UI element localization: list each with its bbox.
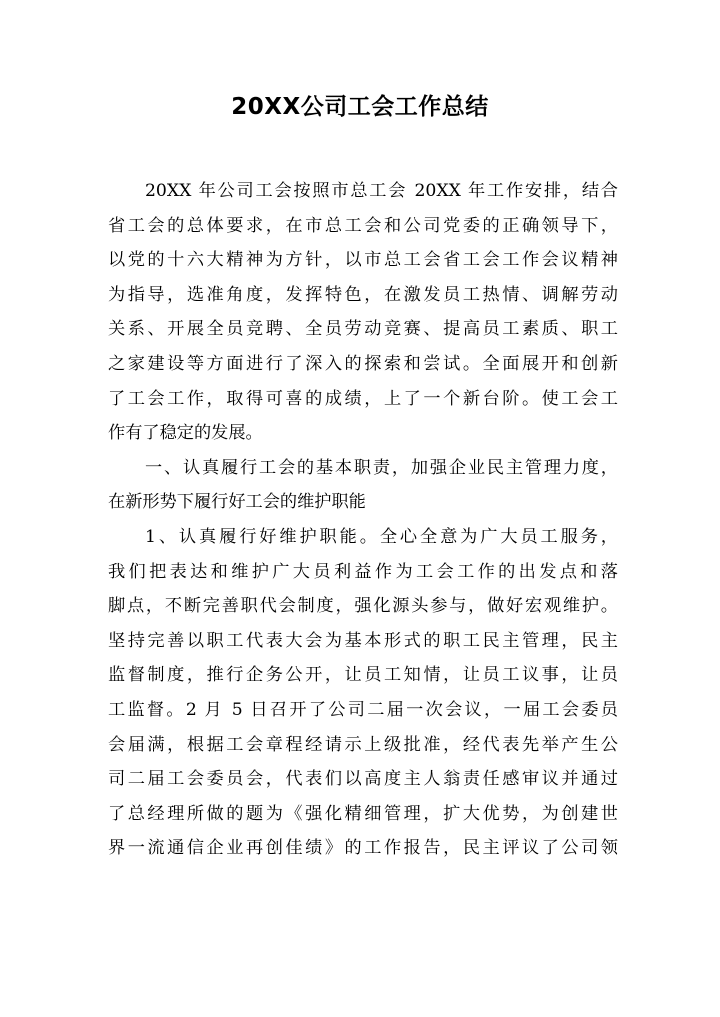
paragraph-line: 我们把表达和维护广大员利益作为工会工作的出发点和落 <box>108 561 618 582</box>
paragraph-line: 工监督。2 月 5 日召开了公司二届一次会议，一届工会委员 <box>108 699 618 720</box>
section-heading-line: 在新形势下履行好工会的维护职能 <box>108 492 366 513</box>
paragraph-line: 坚持完善以职工代表大会为基本形式的职工民主管理，民主 <box>108 630 618 651</box>
document-body <box>108 174 618 866</box>
paragraph-line: 20XX 年公司工会按照市总工会 20XX 年工作安排，结合 <box>145 181 618 201</box>
paragraph-line: 省工会的总体要求，在市总工会和公司党委的正确领导下， <box>108 215 618 236</box>
paragraph-line: 界一流通信企业再创佳绩》的工作报告，民主评议了公司领 <box>108 838 618 859</box>
document-title: 20XX公司工会工作总结 <box>231 94 489 120</box>
paragraph-line: 司二届工会委员会，代表们以高度主人翁责任感审议并通过 <box>108 769 618 790</box>
paragraph-line: 以党的十六大精神为方针，以市总工会省工会工作会议精神 <box>108 250 618 271</box>
paragraph-line: 了总经理所做的题为《强化精细管理，扩大优势，为创建世 <box>108 803 618 824</box>
paragraph-line: 之家建设等方面进行了深入的探索和尝试。全面展开和创新 <box>108 353 618 374</box>
paragraph-line: 监督制度，推行企务公开，让员工知情，让员工议事，让员 <box>108 665 618 686</box>
paragraph-line: 为指导，选准角度，发挥特色，在激发员工热情、调解劳动 <box>108 284 618 305</box>
paragraph-line: 作有了稳定的发展。 <box>108 423 263 444</box>
paragraph-line: 脚点，不断完善职代会制度，强化源头参与，做好宏观维护。 <box>108 596 618 617</box>
paragraph-line: 1、认真履行好维护职能。全心全意为广大员工服务， <box>145 526 618 547</box>
section-heading-line: 一、认真履行工会的基本职责，加强企业民主管理力度， <box>145 457 618 478</box>
paragraph-line: 会届满，根据工会章程经请示上级批准，经代表先举产生公 <box>108 734 618 755</box>
paragraph-line: 了工会工作，取得可喜的成绩，上了一个新台阶。使工会工 <box>108 388 618 409</box>
paragraph-line: 关系、开展全员竞聘、全员劳动竞赛、提高员工素质、职工 <box>108 319 618 340</box>
